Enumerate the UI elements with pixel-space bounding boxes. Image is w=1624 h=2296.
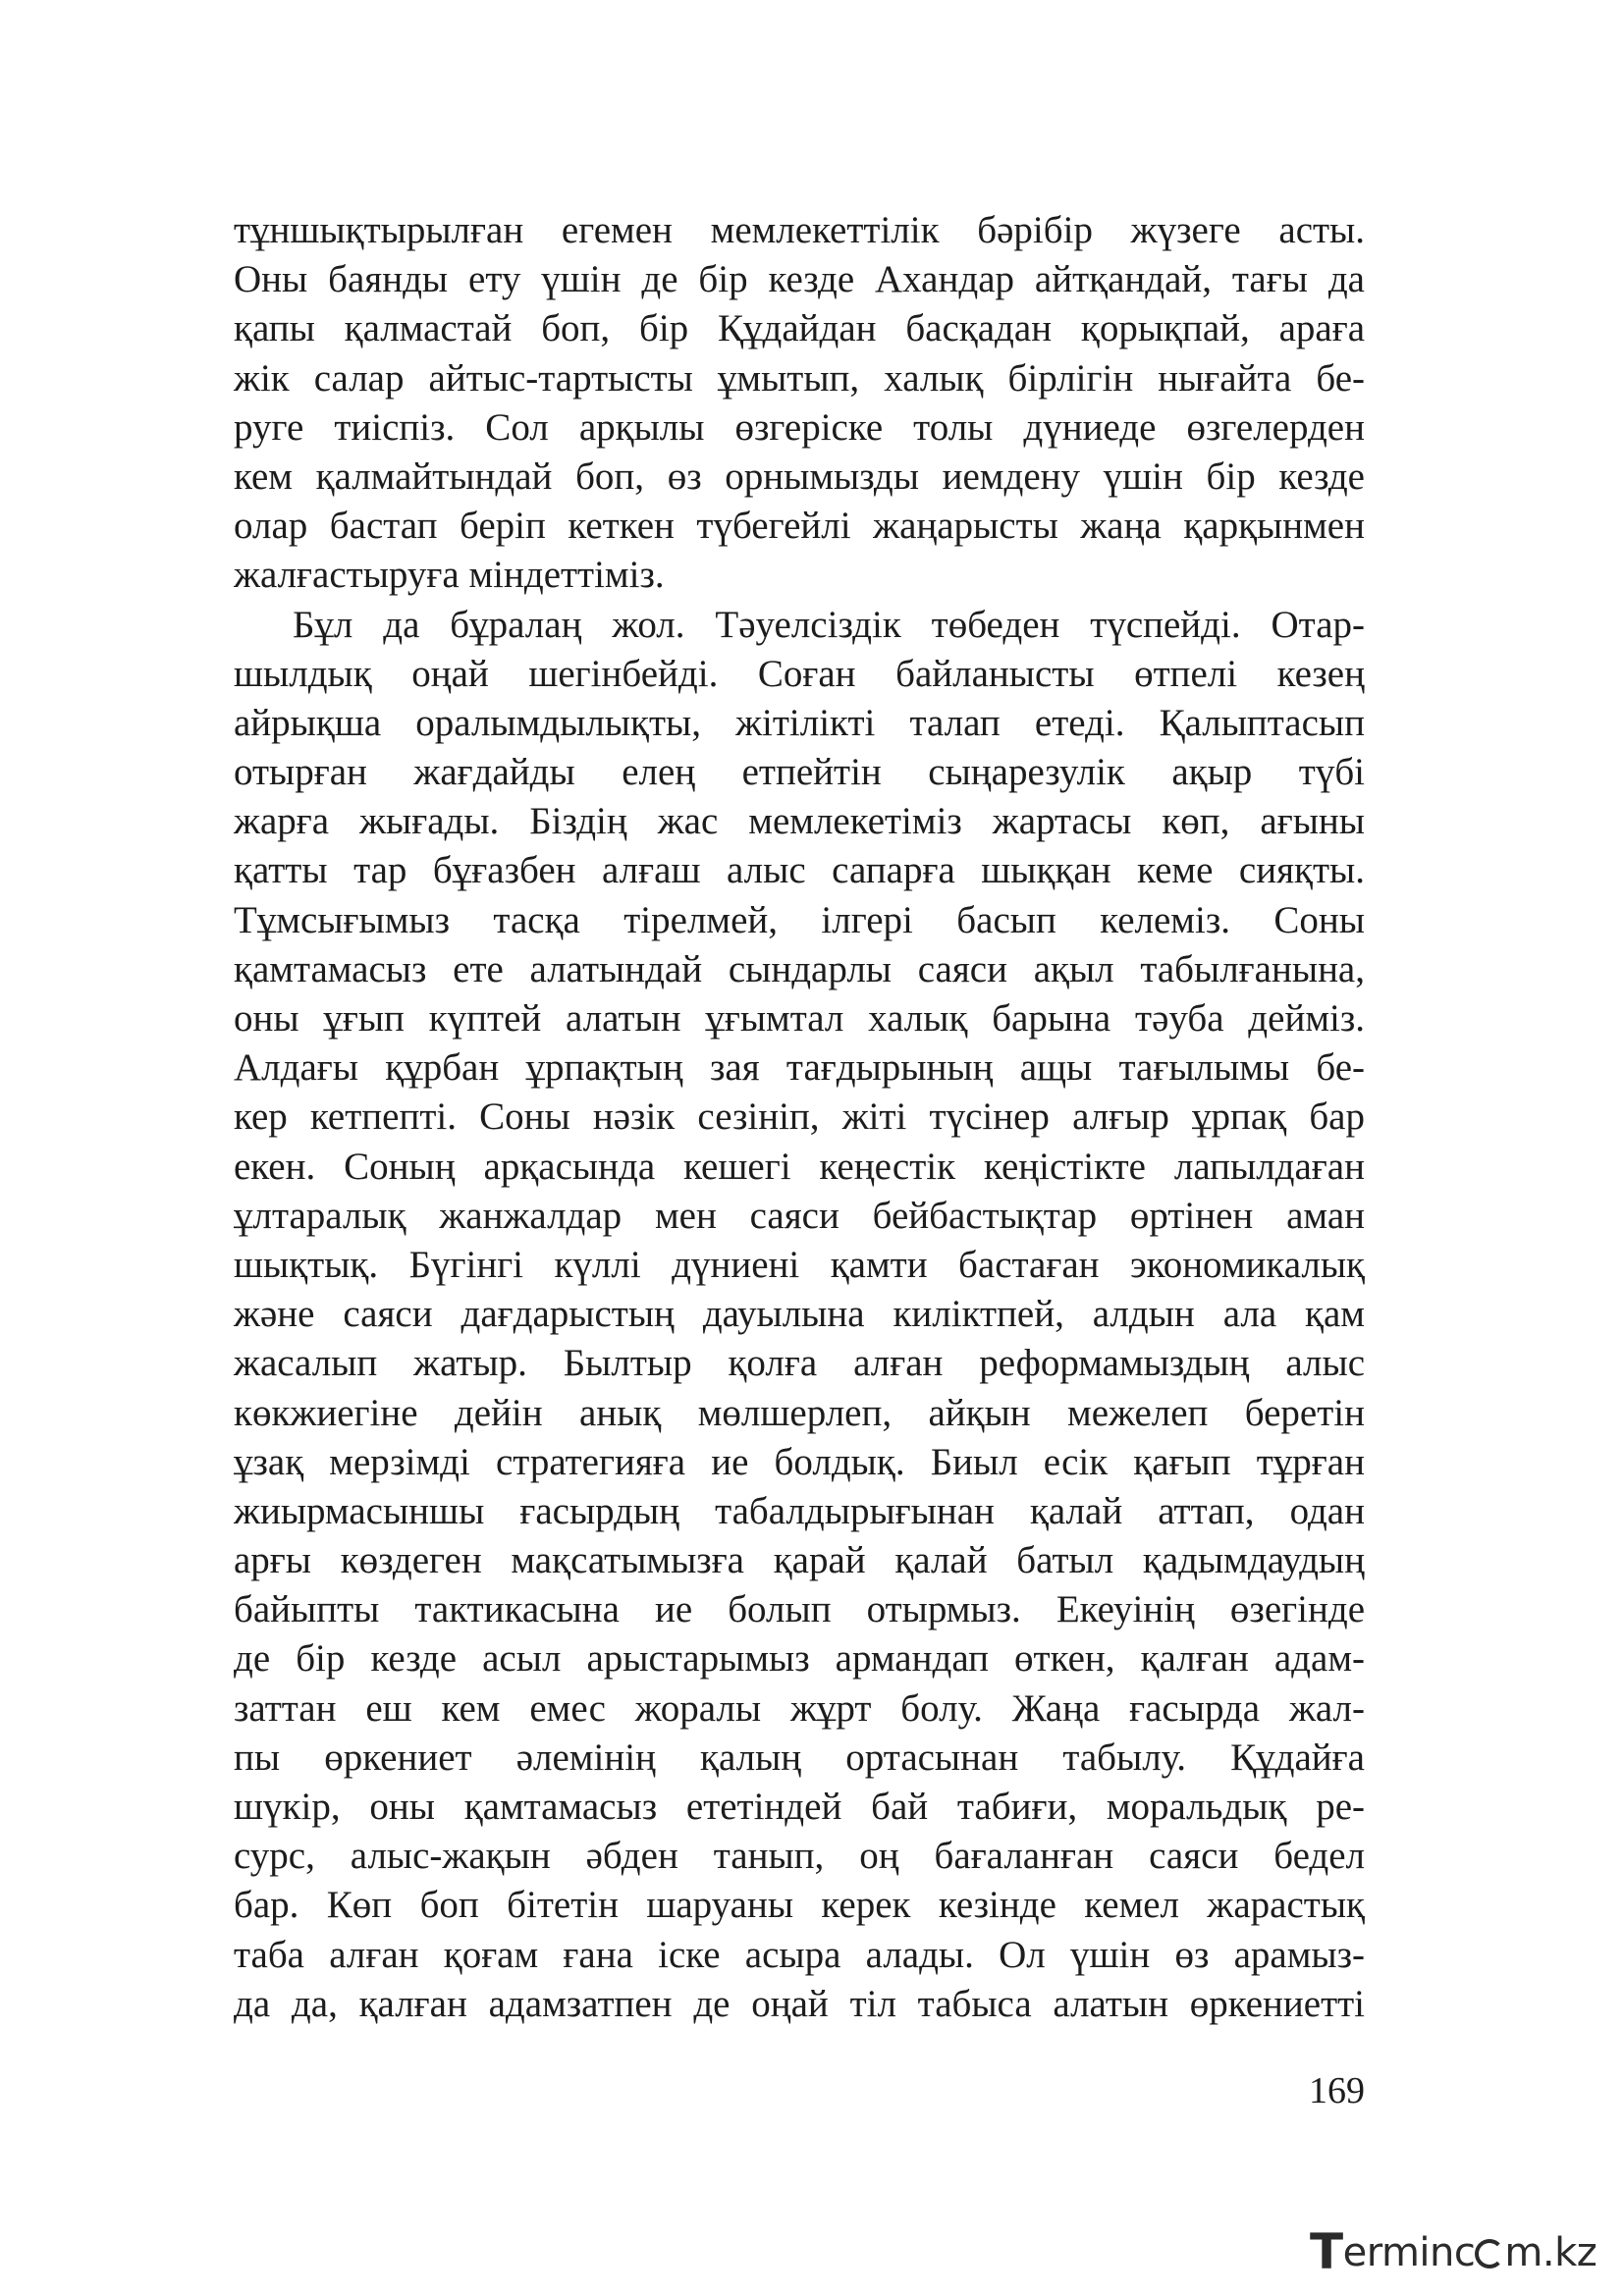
text-line: екен. Соның арқасында кешегі кеңестік кеңістікте лапылдаған [234,1145,1365,1188]
text-line: олар бастап беріп кеткен түбегейлі жаңарысты жаңа қарқынмен [234,505,1365,548]
text-line: қапы қалмастай боп, бір Құдайдан басқадан қорықпай, араға [234,307,1365,350]
text-line: Бұл да бұралаң жол. Тәуелсіздік төбеден түспейді. Отар- [293,603,1365,646]
text-line: пы өркениет әлемінің қалың ортасынан табылу. Құдайға [234,1735,1365,1779]
text-line: жалғастыруға міндеттіміз. [234,554,665,597]
text-line: оны ұғып күптей алатын ұғымтал халық барына тәуба дейміз. [234,997,1365,1040]
text-line: жарға жығады. Біздің жас мемлекетіміз жартасы көп, ағыны [234,800,1365,843]
text-line: де бір кезде асыл арыстарымыз армандап өткен, қалған адам- [234,1637,1365,1681]
text-line: арғы көздеген мақсатымызға қарай қалай батыл қадымдаудың [234,1539,1365,1582]
text-line: сурс, алыс-жақын әбден танып, оң бағаланған саяси бедел [234,1835,1365,1878]
text-line: руге тиіспіз. Сол арқылы өзгеріске толы дүниеде өзгелерден [234,405,1365,449]
text-line: шылдық оңай шегінбейді. Соған байланысты өтпелі кезең [234,652,1365,695]
text-line: жасалып жатыр. Былтыр қолға алған реформамыздың алыс [234,1342,1365,1385]
paragraph [234,601,1365,2029]
watermark-text-after: m.kz [1504,2230,1597,2275]
text-line: заттан еш кем емес жоралы жұрт болу. Жаңа ғасырда жал- [234,1686,1365,1730]
text-line: шүкір, оны қамтамасыз ететіндей бай табиғи, моральдық ре- [234,1786,1365,1828]
text-line: байыпты тактикасына ие болып отырмыз. Екеуінің өзегінде [234,1588,1365,1631]
text-line: жік салар айтыс-тартысты ұмытып, халық бірлігін нығайта бе- [234,356,1365,400]
text-line: ұзақ мерзімді стратегияға ие болдық. Биыл есік қағып тұрған [234,1440,1365,1483]
text-line: таба алған қоғам ғана іске асыра алады. Ол үшін өз арамыз- [234,1933,1365,1976]
text-line: қамтамасыз ете алатындай сындарлы саяси ақыл табылғанына, [234,947,1365,990]
text-line: Алдағы құрбан ұрпақтың зая тағдырының ащы тағылымы бе- [234,1046,1365,1090]
text-line: тұншықтырылған егемен мемлекеттілік бәрібір жүзеге асты. [234,209,1365,251]
text-line: көкжиегіне дейін анық мөлшерлеп, айқын межелеп беретін [234,1391,1365,1434]
text-line: қатты тар бұғазбен алғаш алыс сапарға шыққан кеме сияқты. [234,849,1365,892]
body-text [234,206,1365,2029]
text-line: кер кетпепті. Соны нәзік сезініп, жіті түсінер алғыр ұрпақ бар [234,1095,1365,1139]
watermark-logo [1310,2220,1604,2280]
text-line: Тұмсығымыз тасқа тірелмей, ілгері басып келеміз. Соны [234,898,1365,941]
watermark-o-icon [1475,2239,1504,2269]
text-line: шықтық. Бүгінгі күллі дүниені қамти бастаған экономикалық [234,1243,1365,1286]
text-line: Оны баянды ету үшін де бір кезде Ахандар айтқандай, тағы да [234,258,1365,301]
watermark-letter-t: T [1310,2223,1343,2280]
text-line: және саяси дағдарыстың дауылына киліктпей, алдын ала қам [234,1293,1365,1336]
text-line: ұлтаралық жанжалдар мен саяси бейбастықтар өртінен аман [234,1194,1365,1237]
paragraph [234,206,1365,601]
text-line: да да, қалған адамзатпен де оңай тіл табыса алатын өркениетті [234,1982,1365,2025]
page-number: 169 [1309,2070,1365,2111]
text-line: бар. Көп боп бітетін шаруаны керек кезінде кемел жарастық [234,1884,1365,1927]
text-line: айрықша оралымдылықты, жітілікті талап етеді. Қалыптасып [234,701,1365,744]
watermark-text-before: erminc [1342,2230,1476,2275]
text-line: кем қалмайтындай боп, өз орнымызды иемдену үшін бір кезде [234,454,1365,498]
text-line: отырған жағдайды елең етпейтін сыңарезулік ақыр түбі [234,751,1365,794]
text-line: жиырмасыншы ғасырдың табалдырығынан қалай аттап, одан [234,1489,1365,1532]
